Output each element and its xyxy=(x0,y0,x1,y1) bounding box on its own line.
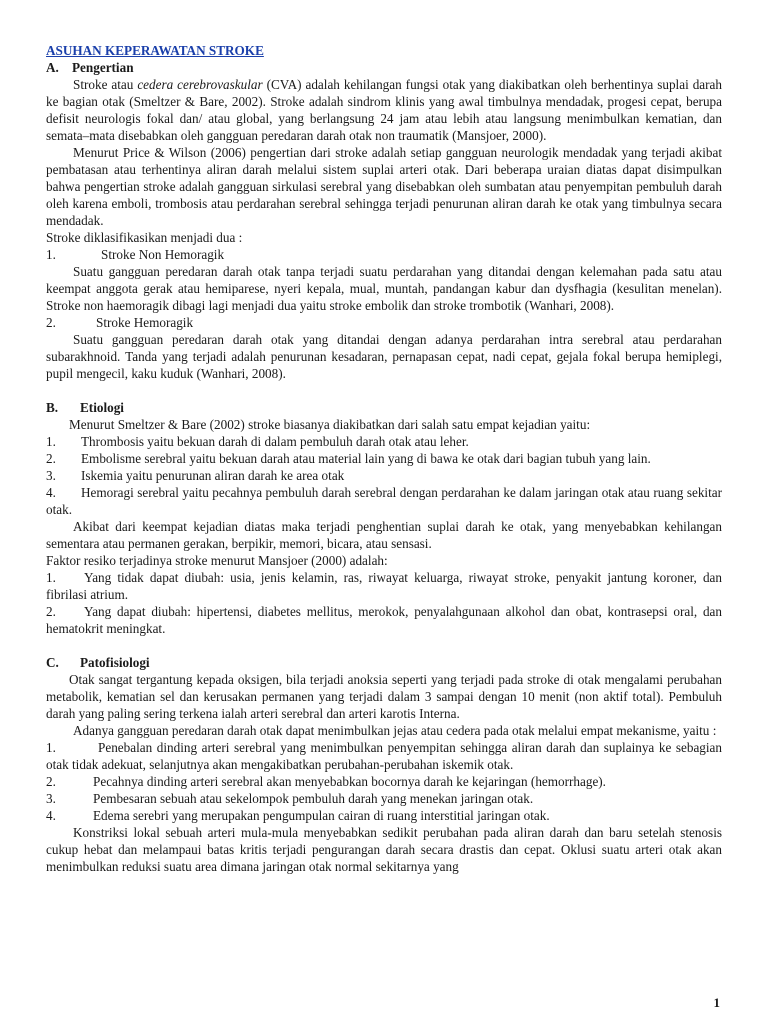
item-number: 1. xyxy=(46,740,56,755)
item-number: 1. xyxy=(46,434,56,449)
mechanism-item-4 xyxy=(46,807,722,824)
cause-item-1 xyxy=(46,433,722,450)
item-number: 2. xyxy=(46,315,56,330)
item-text xyxy=(46,603,722,637)
item-description: Suatu gangguan peredaran darah otak yang ditandai dengan adanya perdarahan intra serebral atau perdarahan subarakhnoid. Tanda yang terjadi adalah penurunan kesadaran, pernapasan cepat, nadi cepat, gejala fokal berupa hemiplegi, pupil mengecil, kaku kuduk (Wanhari, 2008). xyxy=(46,332,722,381)
section-title: Pengertian xyxy=(72,60,134,75)
document-page xyxy=(46,42,722,875)
text-run: (CVA) adalah kehilangan fungsi otak yang diakibatkan oleh berhentinya suplai darah ke bagian otak (Smeltzer & Bare, 2002). Stroke adalah sindrom klinis yang awal timbulnya mendadak, progesi cepat, berupa defisit neurologis fokal dan/ atau global, yang berlangsung 24 jam atau lebih atau langsung menimbulkan kematian, dan semata–mata disebabkan oleh gangguan peredaran darah otak non traumatik (Mansjoer, 2000). xyxy=(46,77,722,143)
item-header xyxy=(46,246,722,263)
item-text xyxy=(46,569,722,603)
section-title: Patofisiologi xyxy=(80,655,150,670)
section-letter: C. xyxy=(46,655,59,670)
section-c-heading xyxy=(46,654,722,671)
pathophysiology-paragraph-1: Otak sangat tergantung kepada oksigen, bila terjadi anoksia seperti yang terjadi pada stroke di otak mengalami perubahan metabolik, kematian sel dan kerusakan permanen yang terjadi dalam 3 sampai dengan 10 menit (non aktif total). Pembuluh darah yang paling sering terkena ialah arteri serebral dan arteri karotis Interna. xyxy=(46,672,722,721)
item-title: Stroke Non Hemoragik xyxy=(101,247,225,262)
etiology-summary: Akibat dari keempat kejadian diatas maka terjadi penghentian suplai darah ke otak, yang menyebabkan kehilangan sementara atau permanen gerakan, berpikir, memori, bicara, atau sensasi. xyxy=(46,519,722,551)
classification-item-1 xyxy=(46,246,722,314)
cause-item-2 xyxy=(46,450,722,467)
definition-paragraph-1 xyxy=(46,76,722,144)
item-text: Edema serebri yang merupakan pengumpulan cairan di ruang interstitial jaringan otak. xyxy=(93,808,550,823)
pathophysiology-paragraph-3: Konstriksi lokal sebuah arteri mula-mula menyebabkan sedikit perubahan pada aliran darah dan baru setelah stenosis cukup hebat dan melampaui batas kritis terjadi pengurangan darah secara drastis dan cepat. Oklusi suatu arteri otak akan menimbulkan reduksi suatu area dimana jaringan otak normal sekitarnya yang xyxy=(46,825,722,874)
classification-intro: Stroke diklasifikasikan menjadi dua : xyxy=(46,230,243,245)
mechanism-item-3 xyxy=(46,790,722,807)
text-run: Yang tidak dapat diubah: usia, jenis kelamin, ras, riwayat keluarga, riwayat stroke, penyakit jantung koroner, dan fibrilasi atrium. xyxy=(46,570,722,602)
classification-item-2 xyxy=(46,314,722,382)
section-letter: A. xyxy=(46,60,59,75)
item-number: 3. xyxy=(46,468,56,483)
cause-item-4 xyxy=(46,484,722,518)
cause-item-3 xyxy=(46,467,722,484)
risk-item-1 xyxy=(46,569,722,603)
item-text xyxy=(46,450,722,467)
text-run: Yang dapat diubah: hipertensi, diabetes mellitus, merokok, penyalahgunaan alkohol dan obat, kontrasepsi oral, dan hematokrit meningkat. xyxy=(46,604,722,636)
section-title: Etiologi xyxy=(80,400,124,415)
text-run: Hemoragi serebral yaitu pecahnya pembuluh darah serebral dengan perdarahan ke dalam jaringan otak atau ruang sekitar otak. xyxy=(46,485,722,517)
italic-term: cedera cerebrovaskular xyxy=(137,77,263,92)
item-number: 1. xyxy=(46,247,56,262)
item-text: Pecahnya dinding arteri serebral akan menyebabkan bocornya darah ke kejaringan (hemorrhage). xyxy=(93,774,606,789)
text-run: Penebalan dinding arteri serebral yang menimbulkan penyempitan sehingga aliran darah dan suplainya ke sebagian otak tidak adekuat, selanjutnya akan mengakibatkan perubahan-perubahan iskemik otak. xyxy=(46,740,722,772)
item-number: 2. xyxy=(46,774,56,789)
pathophysiology-paragraph-2: Adanya gangguan peredaran darah otak dapat menimbulkan jejas atau cedera pada otak melalui empat mekanisme, yaitu : xyxy=(73,723,717,738)
risk-item-2 xyxy=(46,603,722,637)
item-description: Suatu gangguan peredaran darah otak tanpa terjadi suatu perdarahan yang ditandai dengan kelemahan pada satu atau keempat anggota gerak atau hemiparese, nyeri kepala, mual, muntah, pandangan kabur dan dysfhagia (kesulitan menelan). Stroke non haemoragik dibagi lagi menjadi dua yaitu stroke embolik dan stroke trombotik (Wanhari, 2008). xyxy=(46,264,722,313)
item-text: Iskemia yaitu penurunan aliran darah ke area otak xyxy=(81,468,345,483)
item-number: 4. xyxy=(46,808,56,823)
mechanism-item-2 xyxy=(46,773,722,790)
section-letter: B. xyxy=(46,400,59,415)
item-text xyxy=(46,484,722,518)
text-run: Stroke atau xyxy=(73,77,138,92)
section-b-heading xyxy=(46,399,722,416)
item-title: Stroke Hemoragik xyxy=(96,315,194,330)
mechanism-item-1 xyxy=(46,739,722,773)
item-number: 2. xyxy=(46,451,56,466)
item-text xyxy=(46,739,722,773)
page-number: 1 xyxy=(713,995,720,1010)
item-number: 2. xyxy=(46,604,56,619)
risk-factor-intro: Faktor resiko terjadinya stroke menurut Mansjoer (2000) adalah: xyxy=(46,553,388,568)
etiology-intro: Menurut Smeltzer & Bare (2002) stroke biasanya diakibatkan dari salah satu empat kejadian yaitu: xyxy=(69,417,591,432)
document-title: ASUHAN KEPERAWATAN STROKE xyxy=(46,43,264,58)
item-header xyxy=(46,314,722,331)
text-run: Embolisme serebral yaitu bekuan darah atau material lain yang di bawa ke otak dari bagian tubuh yang lain. xyxy=(81,451,651,466)
item-number: 3. xyxy=(46,791,56,806)
item-text: Thrombosis yaitu bekuan darah di dalam pembuluh darah otak atau leher. xyxy=(81,434,469,449)
item-number: 4. xyxy=(46,485,56,500)
item-text: Pembesaran sebuah atau sekelompok pembuluh darah yang menekan jaringan otak. xyxy=(93,791,534,806)
section-a-heading xyxy=(46,59,722,76)
definition-paragraph-2: Menurut Price & Wilson (2006) pengertian dari stroke adalah setiap gangguan neurologik mendadak yang terjadi akibat pembatasan atau terhentinya aliran darah melalui sistem suplai arteri otak. Dari beberapa uraian diatas dapat disimpulkan bahwa pengertian stroke adalah gangguan sirkulasi serebral yang disebabkan oleh sumbatan atau penyempitan pembuluh darah oleh karena emboli, trombosis atau perdarahan serebral sehingga terjadi penurunan aliran darah ke otak yang timbulnya secara mendadak. xyxy=(46,145,722,228)
item-number: 1. xyxy=(46,570,56,585)
